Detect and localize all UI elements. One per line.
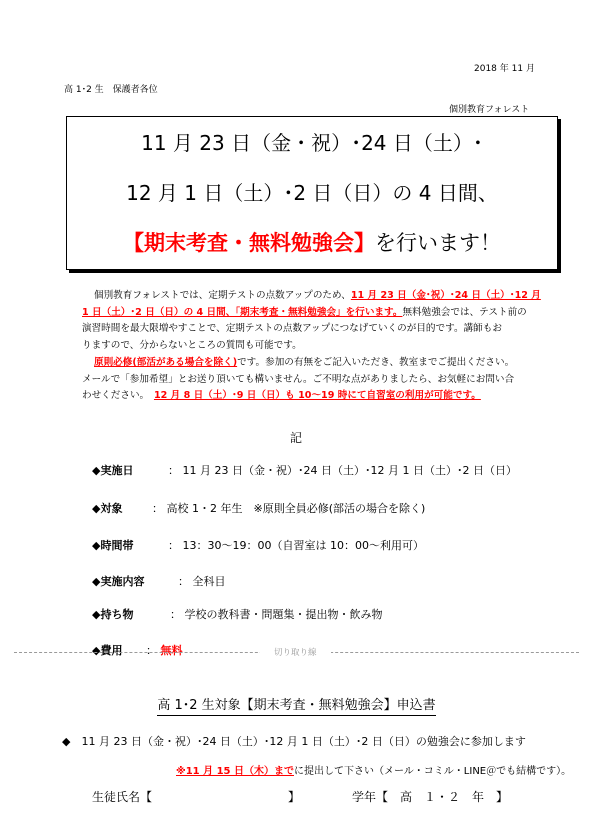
study-room-note: 12 月 8 日（土）･9 日（日）も 10～19 時にて自習室の利用が可能です。 [153, 390, 481, 401]
intro-line-2 [82, 306, 527, 319]
detail-label: ◆実施内容 [92, 575, 145, 588]
ki-heading: 記 [290, 431, 303, 445]
detail-label: ◆実施日 [92, 464, 134, 477]
detail-subjects [92, 573, 226, 589]
detail-label: ◆対象 [92, 502, 123, 515]
intro-line-1 [94, 289, 541, 302]
form-title [0, 694, 593, 713]
headline-line-2: 12 月 1 日（土）･2 日（日）の 4 日間、 [126, 181, 498, 205]
headline-suffix: を行います！ [375, 231, 501, 255]
recipient-line: 高 1･2 生 保護者各位 [64, 85, 158, 95]
intro-highlight-event: 1 日（土）･2 日（日）の 4 日間、「期末考査・無料勉強会」を行います。 [82, 307, 403, 318]
intro-text: わせください。 [82, 390, 145, 401]
student-name-label: 生徒氏名【 [92, 790, 153, 804]
headline-line-1: 11 月 23 日（金・祝）･24 日（土）･ [141, 131, 483, 155]
detail-value: 高校 1・2 年生 ※原則全員必修(部活の場合を除く) [166, 502, 426, 515]
intro-text: です。参加の有無をご記入いただき、教室までご提出ください。 [237, 357, 515, 368]
headline-event-name: 【期末考査・無料勉強会】 [123, 231, 375, 255]
intro-text: 個別教育フォレストでは、定期テストの点数アップのため、 [94, 290, 351, 301]
headline-line-3 [67, 227, 557, 257]
detail-label: ◆費用 [92, 644, 123, 657]
mandatory-note: 原則必修(部活がある場合を除く) [94, 357, 238, 368]
detail-target [92, 500, 425, 516]
intro-line-6: メールで「参加希望」とお送り頂いても構いません。ご不明な点がありましたら、お気軽にお問い合 [82, 374, 515, 385]
detail-sep: ： [168, 539, 179, 552]
detail-label: ◆持ち物 [92, 608, 134, 621]
intro-line-7 [82, 389, 481, 402]
detail-value: 11 月 23 日（金・祝）･24 日（土）･12 月 1 日（土）･2 日（日） [182, 464, 517, 477]
document-date: 2018 年 11 月 [474, 64, 535, 74]
detail-date [92, 462, 517, 478]
detail-value: 学校の教科書・問題集・提出物・飲み物 [184, 608, 383, 621]
detail-sep: ： [168, 464, 179, 477]
detail-value: 13：30～19：00（自習室は 10：00～利用可） [182, 539, 424, 552]
detail-time [92, 537, 424, 553]
intro-highlight-dates: 11 月 23 日（金･祝）･24 日（土）･12 月 [350, 290, 541, 301]
detail-value: 全科目 [192, 575, 226, 588]
detail-fee [92, 642, 183, 658]
intro-line-3: 演習時間を最大限増やすことで、定期テストの点数アップにつなげていくのが目的です。講師もお [82, 323, 502, 334]
grade-field[interactable]: 学年【 高 １・２ 年 】 [352, 790, 509, 804]
submission-deadline [176, 762, 571, 777]
detail-sep: ： [152, 502, 163, 515]
detail-sep: ： [178, 575, 189, 588]
sender-name: 個別教育フォレスト [449, 105, 530, 115]
deadline-text: に提出して下さい（メール・コミル・LINE＠でも結構です）。 [294, 766, 572, 777]
headline-box [66, 116, 558, 270]
student-name-field[interactable] [92, 788, 300, 805]
detail-label: ◆時間帯 [92, 539, 134, 552]
cut-line-label: 切り取り線 [260, 646, 331, 658]
detail-belongings [92, 606, 383, 622]
detail-sep: ： [170, 608, 181, 621]
participation-statement: ◆ 11 月 23 日（金・祝）･24 日（土）･12 月 1 日（土）･2 日（日）の勉強会に参加します [62, 735, 526, 748]
detail-sep: ： [146, 644, 157, 657]
fee-value: 無料 [160, 644, 183, 657]
bracket-close: 】 [288, 790, 301, 804]
intro-line-5 [94, 356, 514, 369]
intro-line-4: りますので、分からないところの質問も可能です。 [82, 340, 302, 351]
intro-text: 無料勉強会では、テスト前の [402, 307, 527, 318]
deadline-date: ※11 月 15 日（木）まで [176, 766, 294, 777]
form-title-text: 高 1･2 生対象【期末考査・無料勉強会】申込書 [157, 698, 435, 716]
